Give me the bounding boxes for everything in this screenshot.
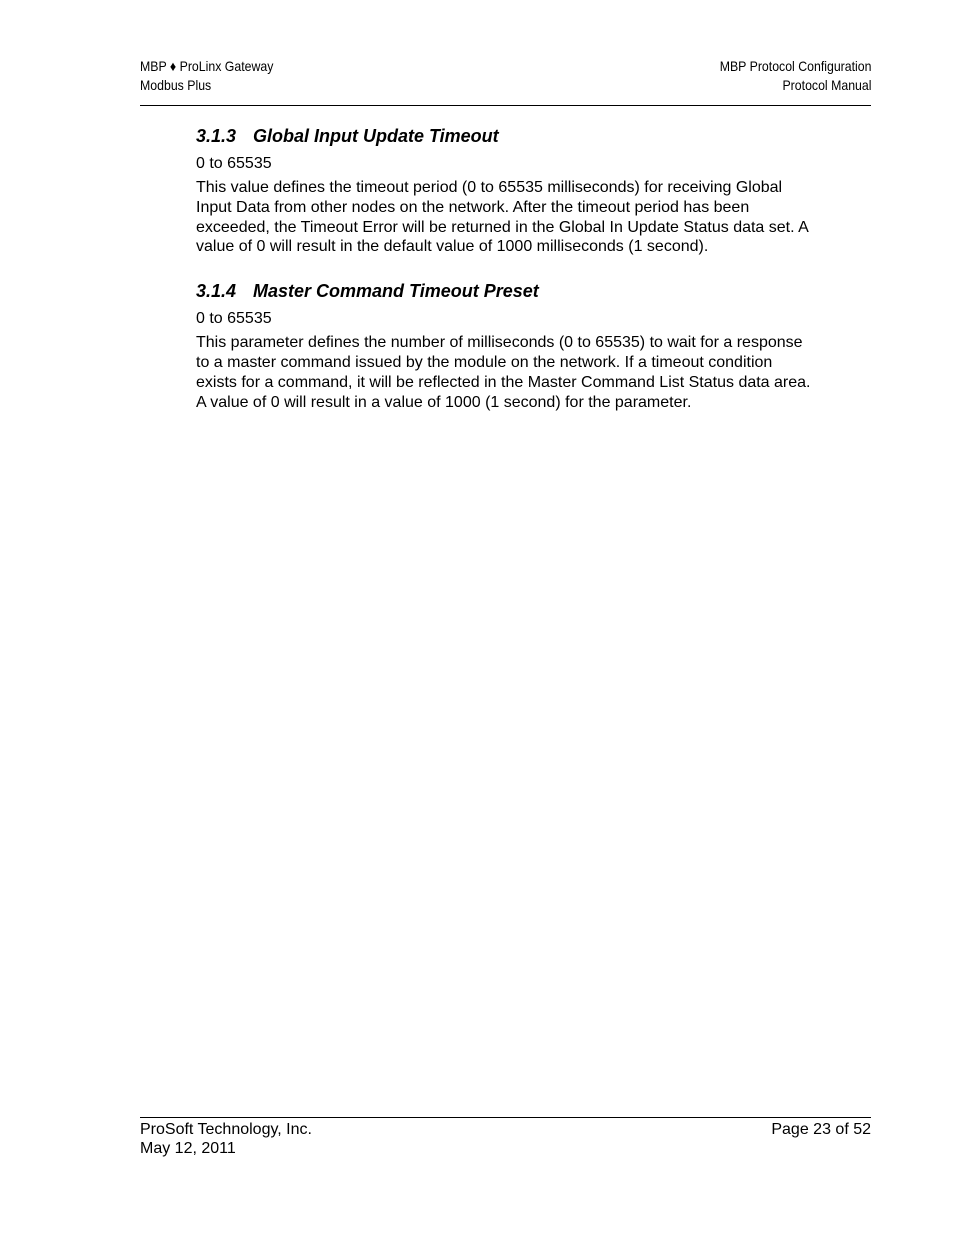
footer-left — [140, 1120, 312, 1158]
header-right — [719, 57, 871, 95]
header-left — [140, 57, 273, 95]
section-title: Global Input Update Timeout — [253, 126, 499, 146]
section-heading — [196, 279, 816, 303]
publish-date: May 12, 2011 — [140, 1140, 236, 1157]
section-body: This value defines the timeout period (0 to 65535 milliseconds) for receiving Global Input Data from other nodes on the network. After the timeout period has been exceeded, the Timeout Error will be returned in the Global In Update Status data set. A value of 0 will result in the default value of 1000 milliseconds (1 second). — [196, 179, 808, 256]
product-name: MBP ♦ ProLinx Gateway — [140, 58, 274, 74]
footer-right — [771, 1120, 871, 1139]
section-title: Master Command Timeout Preset — [253, 281, 539, 302]
company-name: ProSoft Technology, Inc. — [140, 1121, 312, 1138]
page-content — [196, 124, 816, 434]
section-body: This parameter defines the number of milliseconds (0 to 65535) to wait for a response to a master command issued by the module on the network. If a timeout condition exists for a command, it will be reflected in the Master Command List Status data area. A value of 0 will result in a value of 1000 (1 second) for the parameter. — [196, 334, 811, 411]
product-subtitle: Modbus Plus — [140, 77, 212, 93]
value-range: 0 to 65535 — [196, 310, 272, 328]
value-range: 0 to 65535 — [196, 155, 272, 172]
chapter-title: MBP Protocol Configuration — [719, 58, 871, 74]
section-master-command-timeout-preset — [196, 279, 816, 412]
manual-title: Protocol Manual — [781, 77, 871, 93]
page-number: Page 23 of 52 — [771, 1121, 871, 1138]
section-number: 3.1.3 — [196, 126, 237, 146]
page-header — [140, 57, 871, 106]
page-footer — [140, 1117, 871, 1158]
section-number: 3.1.4 — [196, 281, 237, 302]
section-heading — [196, 124, 816, 148]
section-global-input-update-timeout — [196, 124, 816, 257]
